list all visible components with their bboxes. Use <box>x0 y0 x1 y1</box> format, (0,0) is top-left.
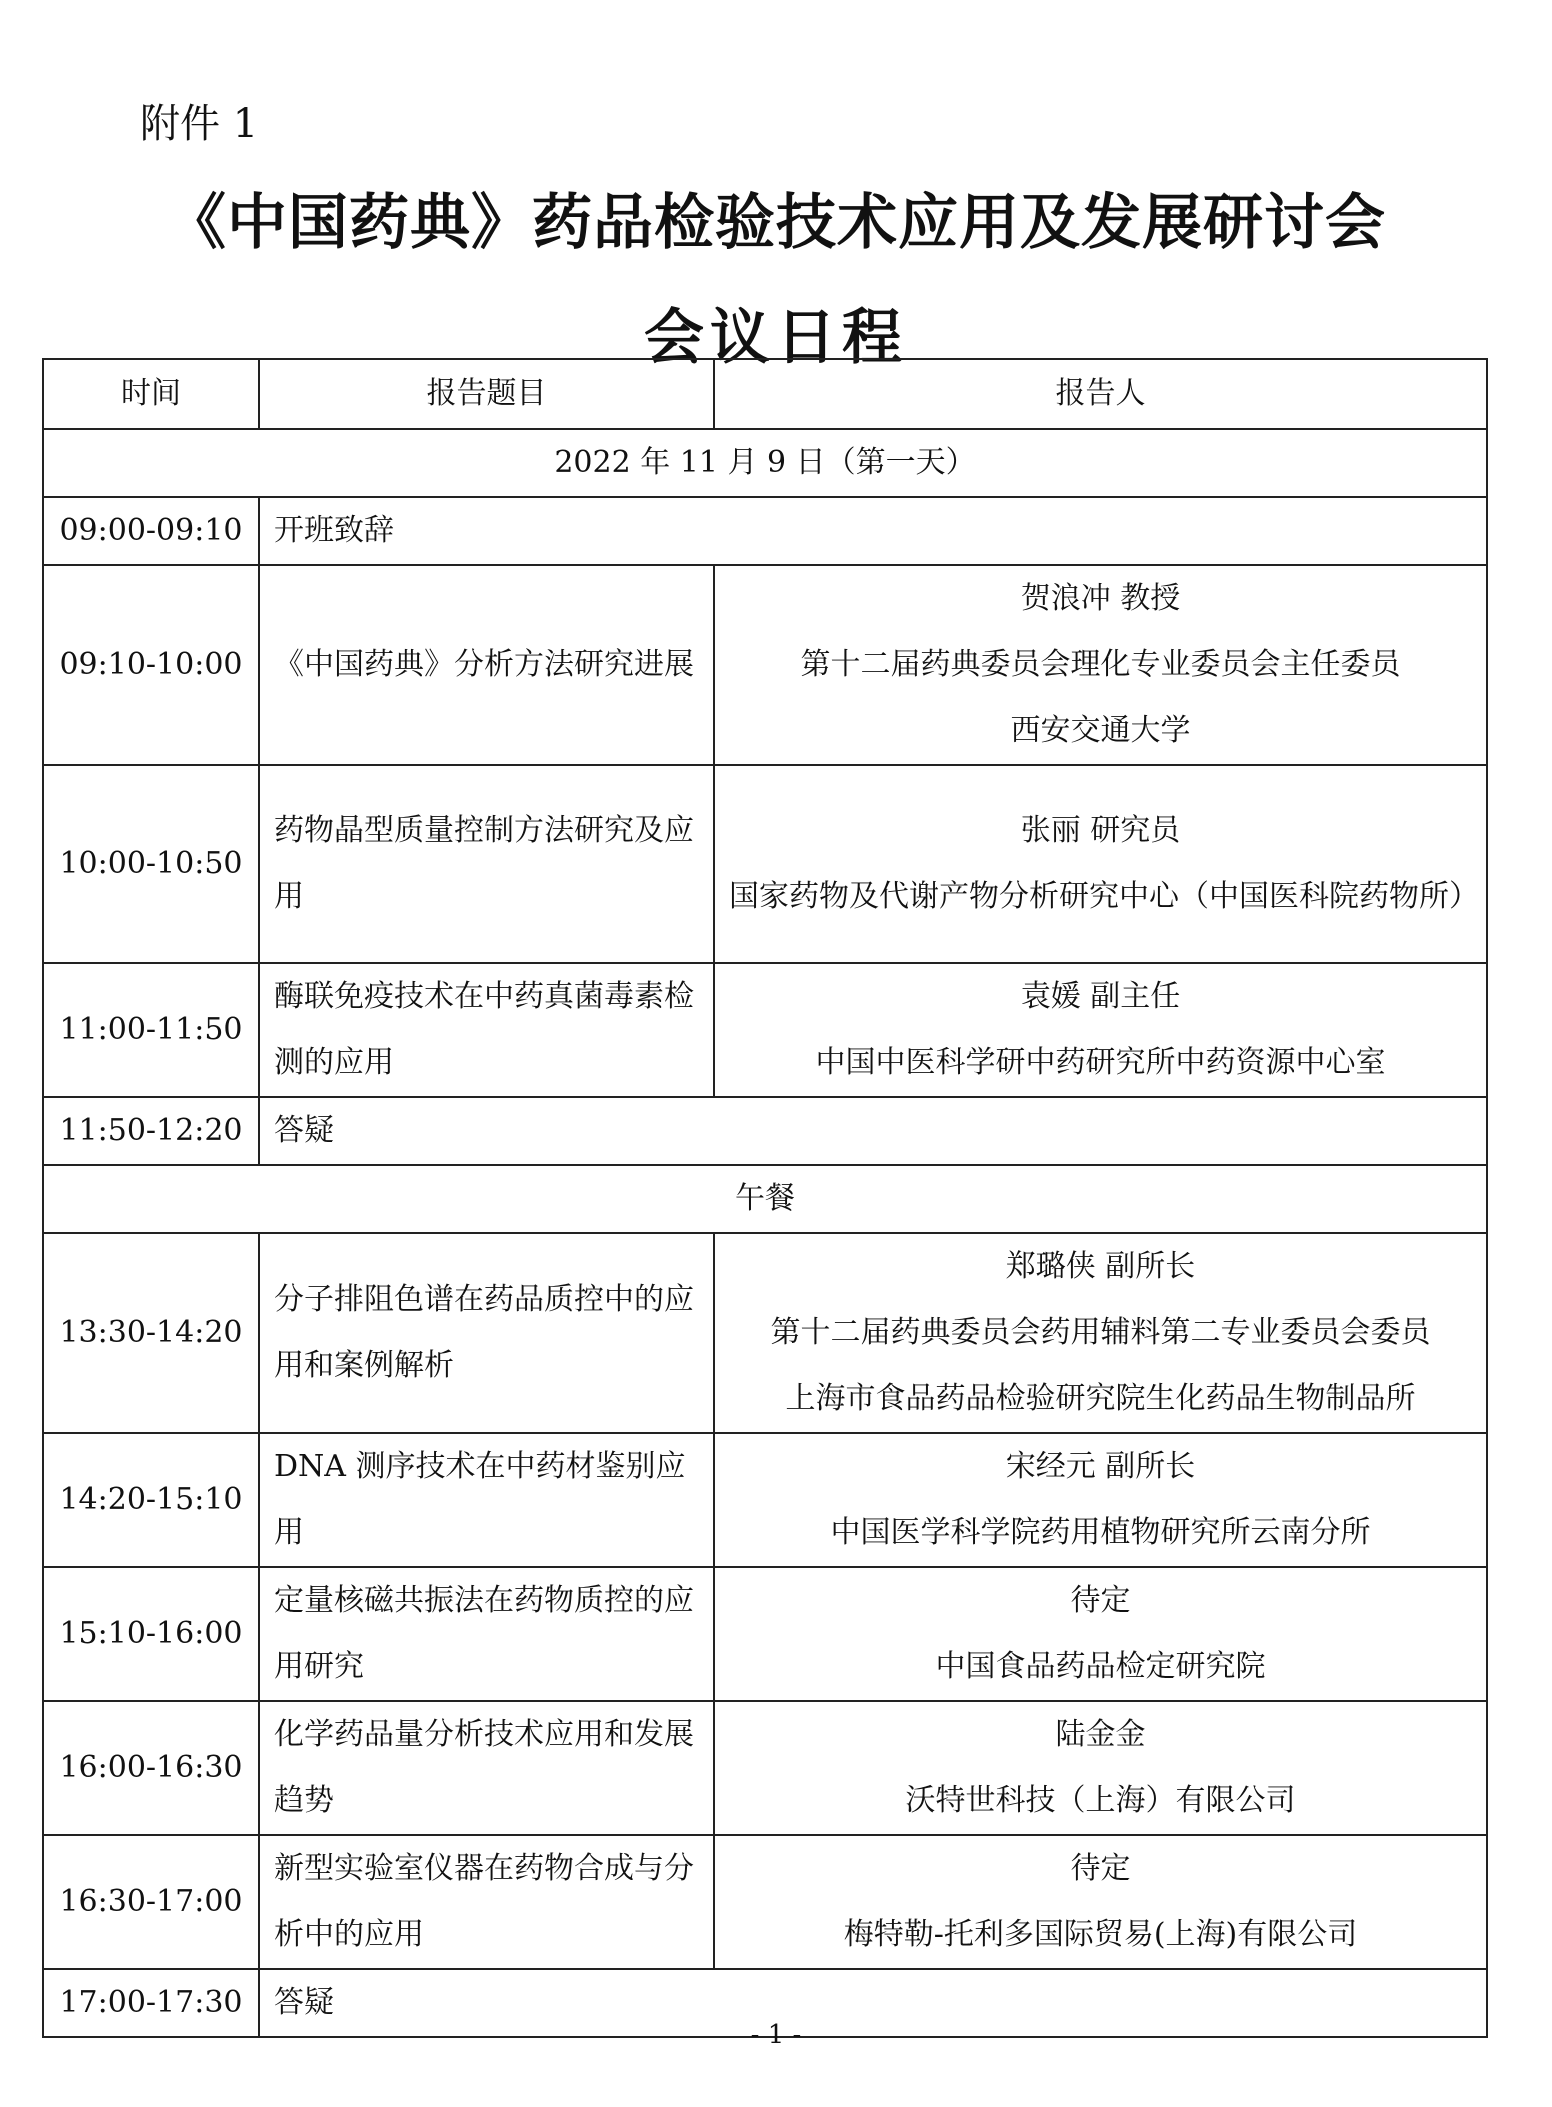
attachment-label: 附件 1 <box>140 101 259 147</box>
day-label: 2022 年 11 月 9 日（第一天） <box>43 429 1487 497</box>
document-subtitle: 会议日程 <box>644 303 908 373</box>
day-row <box>43 429 1487 497</box>
row-time: 17:00-17:30 <box>43 1969 259 2037</box>
table-row <box>43 1835 1487 1969</box>
row-time: 14:20-15:10 <box>43 1433 259 1567</box>
row-speaker <box>714 1233 1487 1433</box>
row-topic: 酶联免疫技术在中药真菌毒素检测的应用 <box>259 963 714 1097</box>
speaker-affiliation: 西安交通大学 <box>1010 713 1191 748</box>
row-time: 11:00-11:50 <box>43 963 259 1097</box>
row-time: 16:00-16:30 <box>43 1701 259 1835</box>
document-title: 《中国药典》药品检验技术应用及发展研讨会 <box>166 188 1386 258</box>
row-topic: DNA 测序技术在中药材鉴别应用 <box>259 1433 714 1567</box>
row-topic: 答疑 <box>259 1097 1487 1165</box>
table-row <box>43 1433 1487 1567</box>
table-row <box>43 565 1487 765</box>
table-row <box>43 1701 1487 1835</box>
row-time: 15:10-16:00 <box>43 1567 259 1701</box>
row-time: 11:50-12:20 <box>43 1097 259 1165</box>
speaker-affiliation: 国家药物及代谢产物分析研究中心（中国医科院药物所） <box>729 879 1479 914</box>
row-speaker <box>714 1835 1487 1969</box>
row-speaker <box>714 1433 1487 1567</box>
lunch-break: 午餐 <box>43 1165 1487 1233</box>
speaker-name: 待定 <box>1070 1583 1131 1618</box>
row-topic: 分子排阻色谱在药品质控中的应用和案例解析 <box>259 1233 714 1433</box>
row-time: 09:00-09:10 <box>43 497 259 565</box>
speaker-affiliation: 中国医学科学院药用植物研究所云南分所 <box>830 1515 1371 1550</box>
speaker-affiliation: 中国食品药品检定研究院 <box>935 1649 1266 1684</box>
speaker-affiliation: 梅特勒-托利多国际贸易(上海)有限公司 <box>843 1917 1358 1952</box>
row-topic: 开班致辞 <box>259 497 1487 565</box>
speaker-name: 袁媛 副主任 <box>1020 979 1181 1014</box>
schedule-table <box>42 358 1488 2038</box>
table-row <box>43 765 1487 963</box>
row-speaker <box>714 565 1487 765</box>
speaker-affiliation: 上海市食品药品检验研究院生化药品生物制品所 <box>785 1381 1416 1416</box>
speaker-name: 待定 <box>1070 1851 1131 1886</box>
speaker-affiliation: 中国中医科学研中药研究所中药资源中心室 <box>815 1045 1386 1080</box>
speaker-name: 张丽 研究员 <box>1020 813 1181 848</box>
speaker-name: 宋经元 副所长 <box>1005 1449 1196 1484</box>
table-row <box>43 1233 1487 1433</box>
speaker-affiliation: 沃特世科技（上海）有限公司 <box>905 1783 1296 1818</box>
row-time: 10:00-10:50 <box>43 765 259 963</box>
row-speaker <box>714 963 1487 1097</box>
row-time: 09:10-10:00 <box>43 565 259 765</box>
header-speaker: 报告人 <box>714 359 1487 429</box>
table-row <box>43 1097 1487 1165</box>
row-time: 13:30-14:20 <box>43 1233 259 1433</box>
speaker-affiliation: 第十二届药典委员会药用辅料第二专业委员会委员 <box>770 1315 1431 1350</box>
row-speaker <box>714 1567 1487 1701</box>
row-topic: 新型实验室仪器在药物合成与分析中的应用 <box>259 1835 714 1969</box>
speaker-name: 郑璐侠 副所长 <box>1005 1249 1196 1284</box>
row-topic: 定量核磁共振法在药物质控的应用研究 <box>259 1567 714 1701</box>
row-topic: 《中国药典》分析方法研究进展 <box>259 565 714 765</box>
table-row <box>43 1567 1487 1701</box>
row-topic: 答疑 <box>259 1969 1487 2037</box>
header-time: 时间 <box>43 359 259 429</box>
row-topic: 药物晶型质量控制方法研究及应用 <box>259 765 714 963</box>
row-topic: 化学药品量分析技术应用和发展趋势 <box>259 1701 714 1835</box>
break-row <box>43 1165 1487 1233</box>
table-header-row <box>43 359 1487 429</box>
table-row <box>43 497 1487 565</box>
row-speaker <box>714 1701 1487 1835</box>
header-topic: 报告题目 <box>259 359 714 429</box>
table-row <box>43 963 1487 1097</box>
row-time: 16:30-17:00 <box>43 1835 259 1969</box>
speaker-name: 贺浪冲 教授 <box>1020 581 1181 616</box>
row-speaker <box>714 765 1487 963</box>
speaker-affiliation: 第十二届药典委员会理化专业委员会主任委员 <box>800 647 1401 682</box>
speaker-name: 陆金金 <box>1055 1717 1146 1752</box>
page-number: - 1 - <box>750 2020 802 2050</box>
